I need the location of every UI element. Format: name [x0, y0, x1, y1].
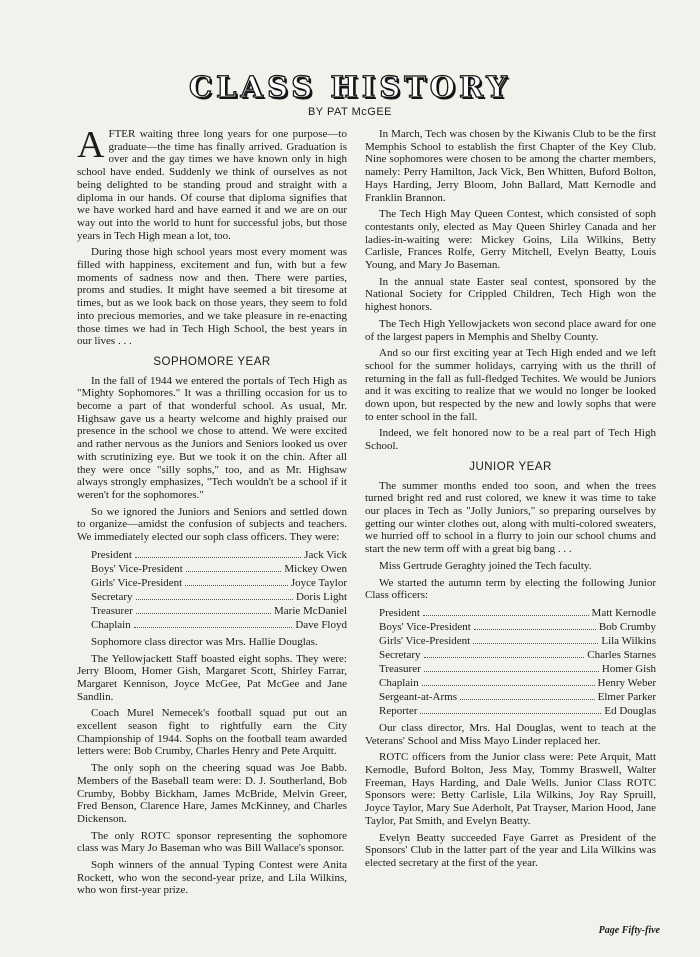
paragraph: The summer months ended too soon, and when the trees turned bright red and rust colored, we knew it was time to take our places in Tech as "Jolly Juniors," so preparing ourselves by getting our winter clothes out, along with multi-colored sweaters, we hurried off to school in a flurry to join our school chums and start the new term off with a great big bang . . . — [365, 479, 656, 556]
paragraph: Soph winners of the annual Typing Contest were Anita Rockett, who won the second-year prize, and Lila Wilkins, who won first-year prize. — [77, 859, 347, 897]
paragraph: The only ROTC sponsor representing the sophomore class was Mary Jo Baseman who was Bill Wallace's sponsor. — [77, 829, 347, 855]
paragraph: We started the autumn term by electing the following Junior Class officers: — [365, 576, 656, 602]
officer-row: Boys' Vice-President Mickey Owen — [91, 562, 347, 575]
officer-row: Chaplain Henry Weber — [379, 676, 656, 689]
officer-row: Treasurer Marie McDaniel — [91, 604, 347, 617]
right-column — [365, 128, 656, 874]
paragraph: In the annual state Easter seal contest, sponsored by the National Society for Crippled Children, Tech High won the highest honors. — [365, 275, 656, 314]
drop-cap: A — [77, 124, 105, 166]
junior-officer-list — [379, 606, 656, 718]
officer-row: Girls' Vice-President Lila Wilkins — [379, 634, 656, 647]
paragraph: ROTC officers from the Junior class were: Pete Arquit, Matt Kernodle, Buford Bolton, Jess May, Tommy Braswell, Walter Freeman, Hays Harding, and Dale Wells. Junior Class ROTC Sponsors were: Betty Carlisle, Lila Wilkins, Joy Ray Spruill, Joyce Taylor, Mary Sue Aderholt, Pat Trayser, Marion Hood, Jane Taylor, Pat Smith, and Evelyn Beatty. — [365, 751, 656, 827]
officer-row: Secretary Charles Starnes — [379, 648, 656, 661]
page-title: CLASS HISTORY — [189, 70, 511, 104]
officer-row: Treasurer Homer Gish — [379, 662, 656, 675]
paragraph: The Yellowjackett Staff boasted eight sophs. They were: Jerry Bloom, Homer Gish, Margaret Scott, Shirley Farrar, Margaret Kennison, Joyce McGee, Pat McGee and Jane Sandlin. — [77, 652, 347, 703]
paragraph: Evelyn Beatty succeeded Faye Garret as President of the Sponsors' Club in the latter part of the year and Lila Wilkins was elected secretary at the first of the year. — [365, 831, 656, 869]
officer-row: Girls' Vice-President Joyce Taylor — [91, 576, 347, 589]
page-number: Page Fifty-five — [598, 925, 660, 936]
paragraph: The only soph on the cheering squad was Joe Babb. Members of the Baseball team were: D. J. Southerland, Bob Crumby, Bobby Bickham, James McBride, Melvin Greer, Fred Benson, Clarence Hare, James McKinney, and Charles Dickenson. — [77, 762, 347, 825]
officer-row: President Jack Vick — [91, 548, 347, 561]
section-heading-sophomore: SOPHOMORE YEAR — [153, 355, 271, 368]
officer-row: Reporter Ed Douglas — [379, 704, 656, 717]
paragraph: In March, Tech was chosen by the Kiwanis Club to be the first Memphis School to establish the first Chapter of the Key Club. Nine sophomores were chosen to be among the charter members, namely: Perry Hamilton, Jack Vick, Ben Whitten, Buford Bolton, Hays Harding, Jerry Bloom, John Ballard, Matt Kernodle and Franklin Brannon. — [365, 128, 656, 204]
paragraph: Indeed, we felt honored now to be a real part of Tech High School. — [365, 427, 656, 453]
section-heading-junior: JUNIOR YEAR — [469, 460, 552, 473]
left-column — [77, 124, 347, 901]
officer-row: Boys' Vice-President Bob Crumby — [379, 620, 656, 633]
byline: BY PAT McGEE — [307, 106, 393, 118]
paragraph: And so our first exciting year at Tech High ended and we left school for the summer holidays, carrying with us the thrill of returning in the fall as full-fledged Techites. We would be Juniors and it was exciting to realize that we would no longer be looked down upon, but respected by the new and lowly sophs that were to enter school in the fall. — [365, 347, 656, 423]
paragraph: The Tech High May Queen Contest, which consisted of soph contestants only, elected as May Queen Shirley Canada and her ladies-in-waiting were: Mickey Goins, Lila Wilkins, Betty Carlisle, Frances Rolfe, Gerry Mitchell, Evelyn Beatty, Louis Young, and Mary Jo Baseman. — [365, 208, 656, 272]
officer-row: Chaplain Dave Floyd — [91, 618, 347, 631]
paragraph: Our class director, Mrs. Hal Douglas, went to teach at the Veterans' School and Miss Mayo Linder replaced her. — [365, 721, 656, 747]
paragraph: Miss Gertrude Geraghty joined the Tech faculty. — [379, 559, 592, 572]
paragraph: Coach Murel Nemecek's football squad put out an excellent season fight to rightfully earn the City Championship of 1944. Sophs on the football team awarded letters were: Bob Crumby, Charles Henry and Pete Arquitt. — [77, 707, 347, 758]
paragraph: In the fall of 1944 we entered the portals of Tech High as "Mighty Sophomores." It was a thrilling occasion for us to become a part of that wonderful school. As usual, Mr. Highsaw gave us a hearty welcome and highly praised our presence in the school we chose to attend. We were excited and rather nervous as the Juniors and Seniors looked us over with scrutinizing eye. But we took it on the chin. After all they were once "silly sophs," too, and as Mr. Highsaw always strongly emphasizes, "Tech wouldn't be a school if it weren't for the sophomores." — [77, 374, 347, 501]
paragraph: Sophomore class director was Mrs. Hallie Douglas. — [91, 635, 318, 648]
sophomore-officer-list — [91, 548, 347, 632]
officer-row: President Matt Kernodle — [379, 606, 656, 619]
paragraph: The Tech High Yellowjackets won second place award for one of the largest papers in Memphis and Shelby County. — [365, 317, 656, 343]
intro-paragraph: AFTER waiting three long years for one purpose—to graduate—the time has finally arrived. Graduation is over and the gay times we have known only in high school have ended. Suddenly we think of ourselves as not being delighted to be standing proud and straight with a diploma in our hands. Of course that diploma signifies that we have worked hard and have earned it and we are on our way out into the world to hunt for successful jobs, but those years in Tech High mean a lot, too. — [77, 124, 347, 242]
officer-row: Secretary Doris Light — [91, 590, 347, 603]
paragraph: So we ignored the Juniors and Seniors and settled down to organize—amidst the confusion of subjects and teachers. We immediately elected our soph class officers. They were: — [77, 505, 347, 544]
paragraph: During those high school years most every moment was filled with happiness, excitement and fun, with but a few moments of sadness now and then. There were parties, proms and studies. It might have seemed a bit tiresome at times, but as we look back on those years, they seem to fold into precious memories, and we take pleasure in re-enacting those times we had in Tech High School, the best years in our lives . . . — [77, 246, 347, 348]
officer-row: Sergeant-at-Arms Elmer Parker — [379, 690, 656, 703]
